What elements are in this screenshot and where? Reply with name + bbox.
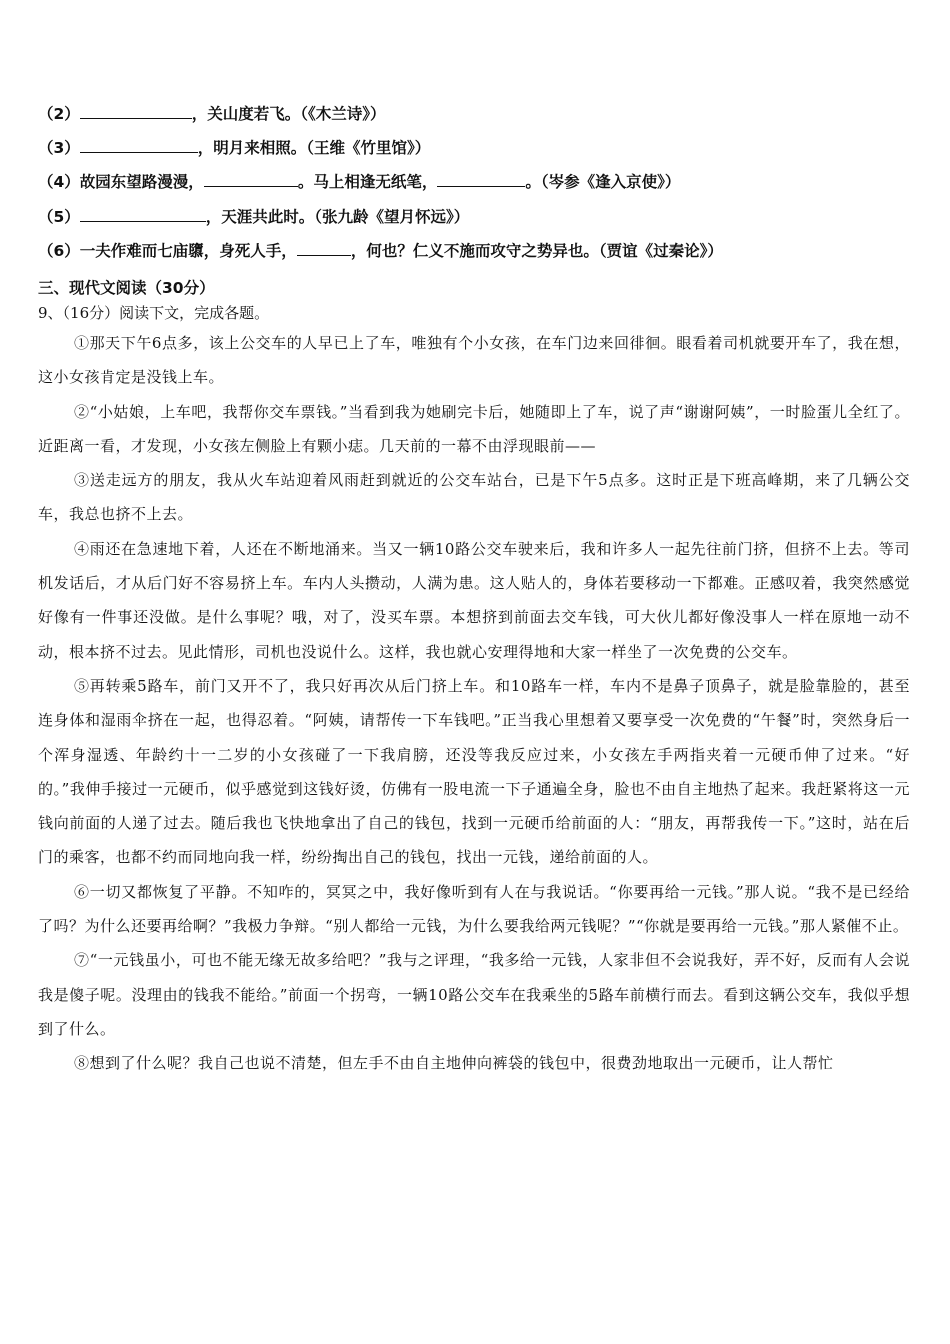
fill-blank-item <box>38 205 918 227</box>
item-number: （2） <box>38 105 80 123</box>
section-title: 三、现代文阅读（30分） <box>38 279 215 297</box>
item-number: （5） <box>38 208 80 226</box>
fill-blank-item <box>38 170 918 192</box>
item-text: 。（岑参《逢入京使》） <box>525 173 681 191</box>
paragraph: ④雨还在急速地下着，人还在不断地涌来。当又一辆10路公交车驶来后，我和许多人一起先往前门挤，但挤不上去。等司机发话后，才从后门好不容易挤上车。车内人头攒动，人满为患。这人贴人的，身体若要移动一下都难。正感叹着，我突然感觉好像有一件事还没做。是什么事呢？哦，对了，没买车票。本想挤到前面去交车钱，可大伙儿都好像没事人一样在原地一动不动，根本挤不过去。见此情形，司机也没说什么。这样，我也就心安理得地和大家一样坐了一次免费的公交车。 <box>38 539 910 661</box>
paragraph: ⑤再转乘5路车，前门又开不了，我只好再次从后门挤上车。和10路车一样，车内不是鼻子顶鼻子，就是脸靠脸的，甚至连身体和湿雨伞挤在一起，也得忍着。“阿姨，请帮传一下车钱吧。”正当我心里想着又要享受一次免费的“午餐”时，突然身后一个浑身湿透、年龄约十一二岁的小女孩碰了一下我肩膀，还没等我反应过来，小女孩左手两指夹着一元硬币伸了过来。“好的。”我伸手接过一元硬币，似乎感觉到这钱好烫，仿佛有一股电流一下子通遍全身，脸也不由自主地热了起来。我赶紧将这一元钱向前面的人递了过去。随后我也飞快地拿出了自己的钱包，找到一元硬币给前面的人：“朋友，再帮我传一下。”这时，站在后门的乘客，也都不约而同地向我一样，纷纷掏出自己的钱包，找出一元钱，递给前面的人。 <box>38 676 910 867</box>
paragraph: ②“小姑娘，上车吧，我帮你交车票钱。”当看到我为她刷完卡后，她随即上了车，说了声“谢谢阿姨”，一时脸蛋儿全红了。近距离一看，才发现，小女孩左侧脸上有颗小痣。几天前的一幕不由浮现眼前—— <box>38 402 910 455</box>
item-number: （4） <box>38 173 80 191</box>
answer-blank[interactable] <box>80 104 192 119</box>
paragraph: ⑧想到了什么呢？我自己也说不清楚，但左手不由自主地伸向裤袋的钱包中，很费劲地取出一元硬币，让人帮忙 <box>74 1054 834 1073</box>
item-text: 故园东望路漫漫， <box>79 173 204 191</box>
answer-blank[interactable] <box>437 172 525 187</box>
item-number: （6） <box>38 242 80 260</box>
answer-blank[interactable] <box>80 138 198 153</box>
item-text: 。马上相逢无纸笔， <box>297 173 438 191</box>
item-text: ，关山度若飞。（《木兰诗》） <box>191 105 386 123</box>
item-text: ，何也？仁义不施而攻守之势异也。（贾谊《过秦论》） <box>350 242 723 260</box>
question-intro: 9、（16分）阅读下文，完成各题。 <box>38 304 270 322</box>
fill-blank-item <box>38 239 918 261</box>
item-number: （3） <box>38 139 80 157</box>
paragraph: ⑥一切又都恢复了平静。不知咋的，冥冥之中，我好像听到有人在与我说话。“你要再给一元钱。”那人说。“我不是已经给了吗？为什么还要再给啊？”我极力争辩。“别人都给一元钱，为什么要我给两元钱呢？”“你就是要再给一元钱。”那人紧催不止。 <box>38 882 910 936</box>
paragraph: ⑦“一元钱虽小，可也不能无缘无故多给吧？”我与之评理，“我多给一元钱，人家非但不会说我好，弄不好，反而有人会说我是傻子呢。没理由的钱我不能给。”前面一个拐弯，一辆10路公交车在我乘坐的5路车前横行而去。看到这辆公交车，我似乎想到了什么。 <box>38 951 910 1038</box>
item-text: ，天涯共此时。（张九龄《望月怀远》） <box>205 208 470 226</box>
paragraph: ①那天下午6点多，该上公交车的人早已上了车，唯独有个小女孩，在车门边来回徘徊。眼看着司机就要开车了，我在想，这小女孩肯定是没钱上车。 <box>38 334 910 387</box>
fill-blank-item <box>38 136 918 158</box>
answer-blank[interactable] <box>204 172 298 187</box>
answer-blank[interactable] <box>80 207 206 222</box>
item-text: ，明月来相照。（王维《竹里馆》） <box>197 139 431 157</box>
reading-passage <box>38 326 910 1081</box>
fill-blank-item <box>38 102 918 124</box>
paragraph: ③送走远方的朋友，我从火车站迎着风雨赶到就近的公交车站台，已是下午5点多。这时正是下班高峰期，来了几辆公交车，我总也挤不上去。 <box>38 471 910 524</box>
item-text: 一夫作难而七庙隳，身死人手， <box>79 242 297 260</box>
answer-blank[interactable] <box>297 241 351 256</box>
